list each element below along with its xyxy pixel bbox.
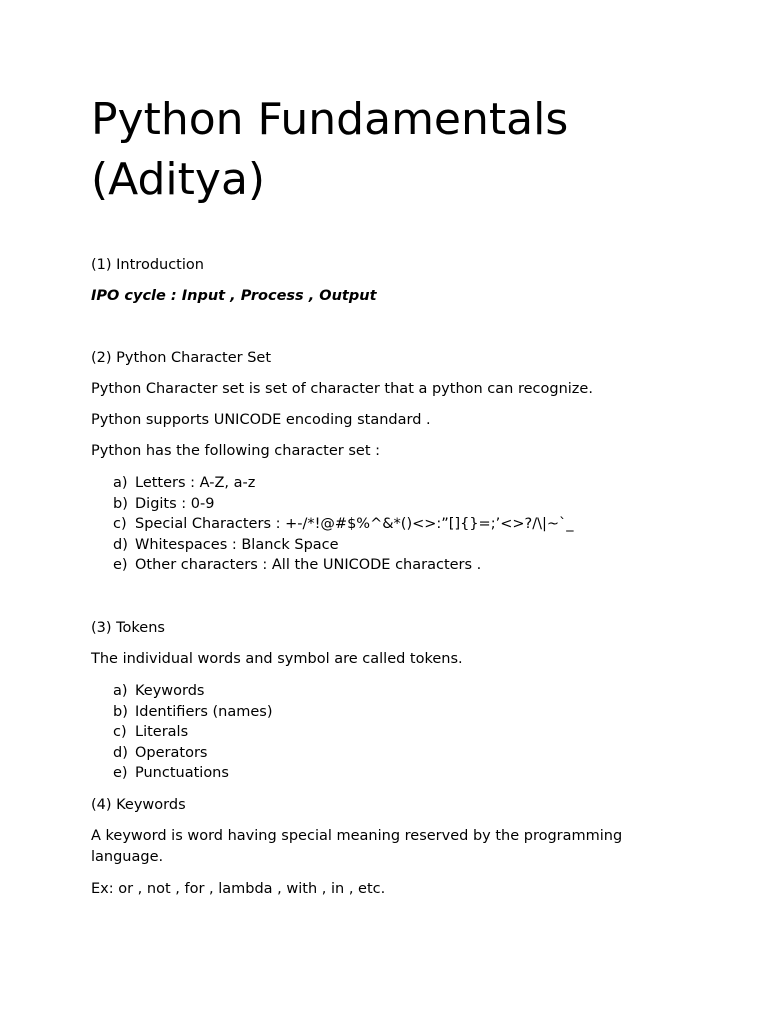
list-item-text: Digits : 0-9 — [135, 495, 215, 512]
list-marker: a) — [113, 683, 128, 699]
list-item-text: Keywords — [135, 683, 205, 699]
list-item-text: Whitespaces : Blanck Space — [135, 536, 339, 553]
list-item — [113, 763, 272, 784]
charset-list — [113, 473, 574, 576]
list-item-text: Other characters : All the UNICODE characters . — [135, 557, 482, 574]
list-item — [113, 473, 574, 494]
ipo-cycle-text: IPO cycle : Input , Process , Output — [91, 288, 377, 304]
list-item-text: Operators — [135, 744, 208, 761]
list-item — [113, 681, 272, 702]
tokens-paragraph-1: The individual words and symbol are called tokens. — [91, 651, 463, 667]
list-item — [113, 702, 272, 723]
charset-paragraph-1: Python Character set is set of character that a python can recognize. — [91, 381, 593, 397]
tokens-list — [113, 681, 272, 784]
list-item-text: Letters : A-Z, a-z — [135, 475, 256, 491]
page-title: Python Fundamentals (Aditya) — [91, 94, 569, 205]
list-marker: c) — [113, 724, 127, 741]
charset-paragraph-3: Python has the following character set : — [91, 443, 381, 459]
list-item-text: Literals — [135, 724, 189, 741]
list-marker: d) — [113, 744, 128, 761]
list-item-text: Identifiers (names) — [135, 703, 273, 720]
keywords-example: Ex: or , not , for , lambda , with , in , etc. — [91, 881, 386, 897]
list-marker: c) — [113, 516, 127, 533]
list-item-text: Punctuations — [135, 765, 229, 782]
list-marker: d) — [113, 536, 128, 553]
keywords-paragraph-1: A keyword is word having special meaning reserved by the programming language. — [91, 828, 623, 865]
list-marker: e) — [113, 765, 128, 782]
list-item — [113, 535, 574, 556]
list-item — [113, 722, 272, 743]
section-heading-keywords: (4) Keywords — [91, 797, 186, 813]
list-marker: b) — [113, 703, 128, 720]
section-heading-introduction: (1) Introduction — [91, 257, 204, 273]
list-item-text: Special Characters : +-/*!@#$%^&*()<>:”[]{}=;’<>?/\|~`_ — [135, 516, 574, 533]
list-item — [113, 555, 574, 576]
charset-paragraph-2: Python supports UNICODE encoding standard . — [91, 412, 431, 428]
section-heading-character-set: (2) Python Character Set — [91, 350, 272, 366]
list-marker: a) — [113, 475, 128, 491]
list-marker: e) — [113, 557, 128, 574]
list-item — [113, 514, 574, 535]
list-item — [113, 494, 574, 515]
list-item — [113, 743, 272, 764]
section-heading-tokens: (3) Tokens — [91, 620, 165, 636]
list-marker: b) — [113, 495, 128, 512]
